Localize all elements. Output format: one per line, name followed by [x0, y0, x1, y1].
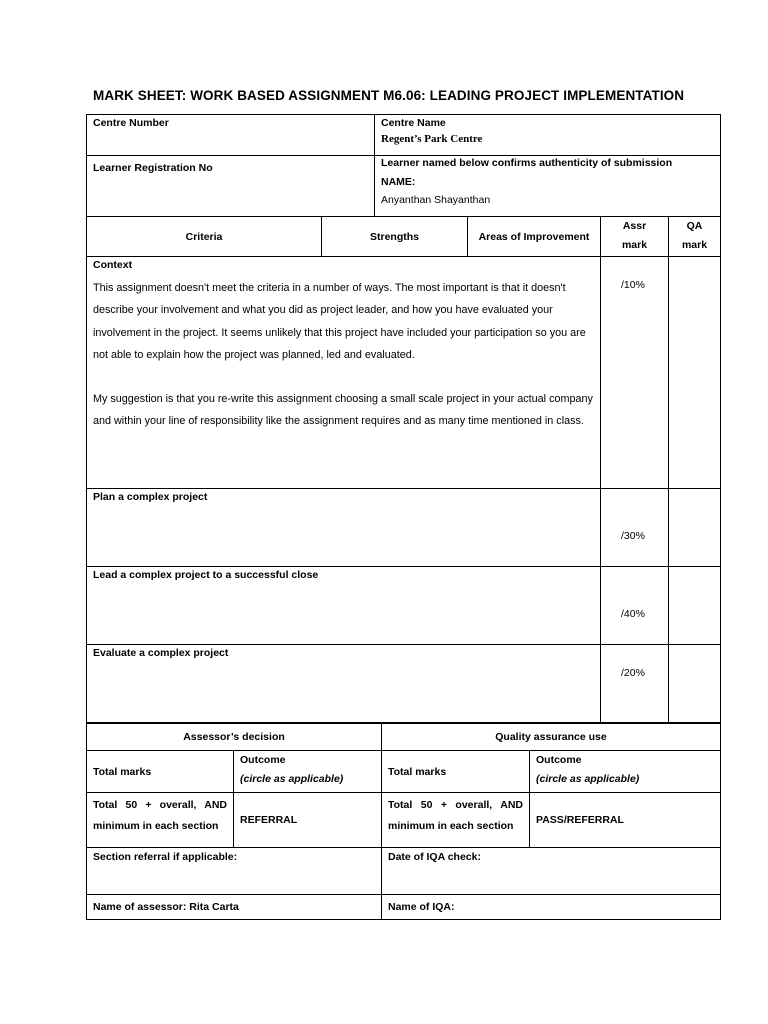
assr-mark-bottom: mark: [621, 239, 648, 251]
lead-assr-mark: /40%: [601, 567, 669, 645]
header-table: [86, 114, 721, 217]
decision-table: [86, 722, 721, 920]
quality-assurance-heading: Quality assurance use: [382, 723, 721, 751]
learner-reg-label: Learner Registration No: [93, 162, 213, 174]
learner-auth-cell: [375, 156, 721, 217]
assr-mark-top: Assr: [622, 220, 647, 232]
section-referral-cell: [87, 848, 382, 895]
iqa-name-label: Name of IQA:: [388, 901, 455, 913]
assessor-outcome-value: REFERRAL: [234, 793, 382, 848]
date-iqa-label: Date of IQA check:: [388, 851, 481, 863]
evaluate-qa-mark: [669, 645, 721, 724]
strengths-heading: Strengths: [322, 217, 468, 257]
centre-number-label: Centre Number: [93, 117, 169, 129]
qa-outcome-cell: [530, 751, 721, 793]
assessor-outcome-label: Outcome: [240, 754, 286, 766]
assessor-name-label: Name of assessor: Rita Carta: [93, 901, 239, 913]
qa-mark-bottom: mark: [681, 239, 708, 251]
evaluate-cell: [87, 645, 601, 724]
qa-circle-note: (circle as applicable): [536, 773, 640, 785]
name-label: NAME:: [381, 176, 416, 188]
assr-mark-heading: [601, 217, 669, 257]
assessor-decision-heading: Assessor’s decision: [87, 723, 382, 751]
centre-name-label: Centre Name: [381, 117, 446, 129]
criteria-heading: Criteria: [87, 217, 322, 257]
page-title: MARK SHEET: WORK BASED ASSIGNMENT M6.06: LEADING PROJECT IMPLEMENTATION: [93, 88, 685, 103]
plan-qa-mark: [669, 489, 721, 567]
evaluate-title: Evaluate a complex project: [93, 647, 229, 659]
improvement-heading: Areas of Improvement: [468, 217, 601, 257]
context-qa-mark: [669, 257, 721, 489]
context-paragraph-1: This assignment doesn't meet the criteria in a number of ways. The most important is that it doesn't describe your involvement and what you did as project leader, and how you have evaluated your involvement in the project. It seems unlikely that this project have included your participation so you are not able to explain how the project was planned, led and evaluated.: [93, 282, 586, 361]
qa-mark-heading: [669, 217, 721, 257]
qa-outcome-label: Outcome: [536, 754, 582, 766]
assessor-total-marks-label: Total marks: [87, 751, 234, 793]
assessor-total-criteria: [87, 793, 234, 848]
context-assr-mark: /10%: [601, 257, 669, 489]
plan-assr-mark: /30%: [601, 489, 669, 567]
assessor-outcome-cell: [234, 751, 382, 793]
centre-name-cell: [375, 115, 721, 156]
criteria-table: [86, 216, 721, 724]
assessor-total-line1: Total 50 + overall, AND: [93, 799, 227, 811]
assessor-name-cell: [87, 895, 382, 920]
assessor-total-line2: minimum in each section: [93, 820, 219, 832]
qa-total-line2: minimum in each section: [388, 820, 514, 832]
evaluate-assr-mark: /20%: [601, 645, 669, 724]
qa-total-criteria: [382, 793, 530, 848]
context-title: Context: [93, 259, 133, 271]
lead-qa-mark: [669, 567, 721, 645]
plan-title: Plan a complex project: [93, 491, 208, 503]
lead-title: Lead a complex project to a successful close: [93, 569, 319, 581]
qa-outcome-value: PASS/REFERRAL: [530, 793, 721, 848]
qa-total-marks-label: Total marks: [382, 751, 530, 793]
centre-number-cell: [87, 115, 375, 156]
name-value: Anyanthan Shayanthan: [381, 194, 491, 206]
centre-name-value: Regent’s Park Centre: [381, 133, 483, 145]
date-iqa-cell: [382, 848, 721, 895]
iqa-name-cell: [382, 895, 721, 920]
plan-cell: [87, 489, 601, 567]
learner-reg-cell: [87, 156, 375, 217]
qa-mark-top: QA: [686, 220, 703, 232]
lead-cell: [87, 567, 601, 645]
context-cell: [87, 257, 601, 489]
section-referral-label: Section referral if applicable:: [93, 851, 238, 863]
context-paragraph-2: My suggestion is that you re-write this assignment choosing a small scale project in your actual company and within your line of responsibility like the assignment requires and as many time mentioned in class.: [93, 393, 593, 428]
authenticity-label: Learner named below confirms authenticity of submission: [381, 157, 673, 169]
qa-total-line1: Total 50 + overall, AND: [388, 799, 523, 811]
assessor-circle-note: (circle as applicable): [240, 773, 344, 785]
